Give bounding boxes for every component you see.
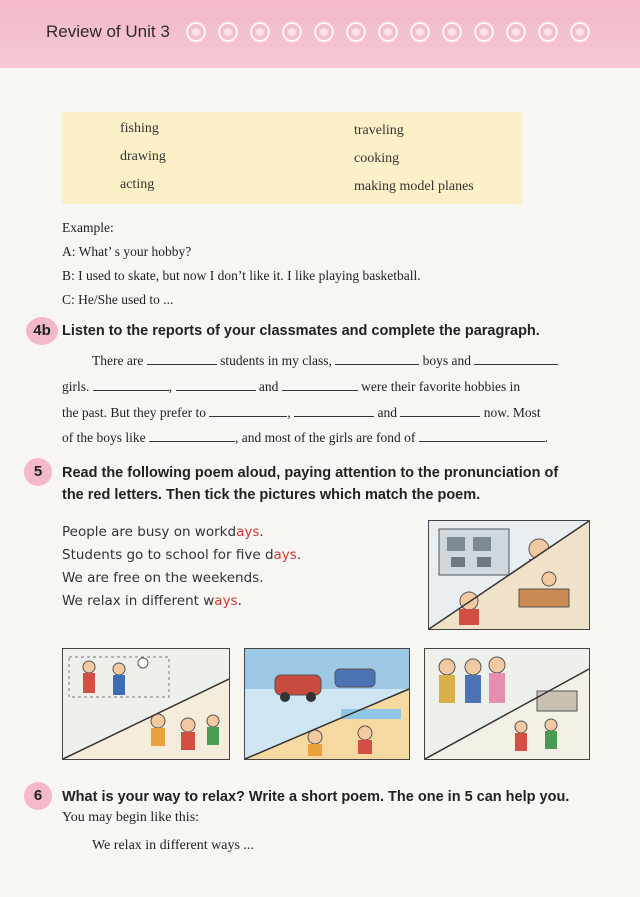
hobby-item: cooking [354, 151, 400, 166]
decorative-circle-icon [410, 22, 430, 42]
decorative-circle-icon [186, 22, 206, 42]
page-title: Review of Unit 3 [46, 22, 170, 41]
fill-blank[interactable] [147, 352, 217, 365]
section-number-5: 5 [24, 458, 52, 486]
fill-blank[interactable] [335, 352, 419, 365]
section-4b-instruction: Listen to the reports of your classmates and complete the paragraph. [62, 323, 540, 339]
decorative-circle-icon [506, 22, 526, 42]
decorative-circle-icon [378, 22, 398, 42]
picture-outings[interactable] [424, 648, 590, 760]
decorative-circle-icon [538, 22, 558, 42]
paragraph-line-1: There are students in my class, boys and [92, 352, 558, 369]
section-5-instruction-line-1: Read the following poem aloud, paying attention to the pronunciation of [62, 465, 559, 481]
header-decoration [186, 22, 590, 42]
decorative-circle-icon [282, 22, 302, 42]
decorative-circle-icon [346, 22, 366, 42]
hobby-item: drawing [120, 149, 166, 164]
example-line-a: A: What’ s your hobby? [62, 244, 192, 259]
section-number-4b: 4b [26, 317, 58, 345]
decorative-circle-icon [442, 22, 462, 42]
paragraph-line-2: girls. , and were their favorite hobbies in [62, 379, 521, 394]
section-6-line-2: We relax in different ways ... [92, 838, 254, 853]
decorative-circle-icon [570, 22, 590, 42]
hobby-word-box [62, 112, 522, 204]
picture-sports[interactable] [62, 648, 230, 760]
poem-line: People are busy on workdays. [62, 524, 264, 540]
fill-blank[interactable] [419, 429, 545, 442]
picture-work-and-school[interactable] [428, 520, 590, 630]
example-label: Example: [62, 220, 114, 235]
fill-blank[interactable] [474, 352, 558, 365]
section-number-6: 6 [24, 782, 52, 810]
hobby-item: making model planes [354, 179, 474, 194]
paragraph-line-3: the past. But they prefer to , and now. Most [62, 405, 541, 420]
fill-blank[interactable] [149, 429, 235, 442]
section-5-instruction-line-2: the red letters. Then tick the pictures which match the poem. [62, 487, 481, 503]
decorative-circle-icon [314, 22, 334, 42]
hobby-item: traveling [354, 123, 404, 138]
decorative-circle-icon [218, 22, 238, 42]
example-dialogue [62, 216, 421, 312]
hobby-item: fishing [120, 121, 159, 136]
section-6-instruction: What is your way to relax? Write a short poem. The one in 5 can help you. [62, 789, 570, 805]
example-line-c: C: He/She used to ... [62, 292, 174, 307]
decorative-circle-icon [474, 22, 494, 42]
fill-blank[interactable] [400, 404, 480, 417]
fill-blank[interactable] [282, 378, 358, 391]
fill-blank[interactable] [209, 404, 287, 417]
fill-blank[interactable] [93, 378, 169, 391]
page-header [0, 0, 640, 68]
fill-blank[interactable] [176, 378, 256, 391]
fill-blank[interactable] [294, 404, 374, 417]
poem [62, 521, 301, 613]
poem-line: We are free on the weekends. [62, 570, 264, 586]
decorative-circle-icon [250, 22, 270, 42]
paragraph-line-4: of the boys like , and most of the girls are fond of . [62, 430, 549, 445]
poem-line: Students go to school for five days. [62, 547, 302, 563]
poem-line: We relax in different ways. [62, 593, 242, 609]
hobby-item: acting [120, 177, 155, 192]
picture-weekend-fun[interactable] [244, 648, 410, 760]
example-line-b: B: I used to skate, but now I don’t like it. I like playing basketball. [62, 268, 421, 283]
section-6-line-1: You may begin like this: [62, 810, 200, 825]
